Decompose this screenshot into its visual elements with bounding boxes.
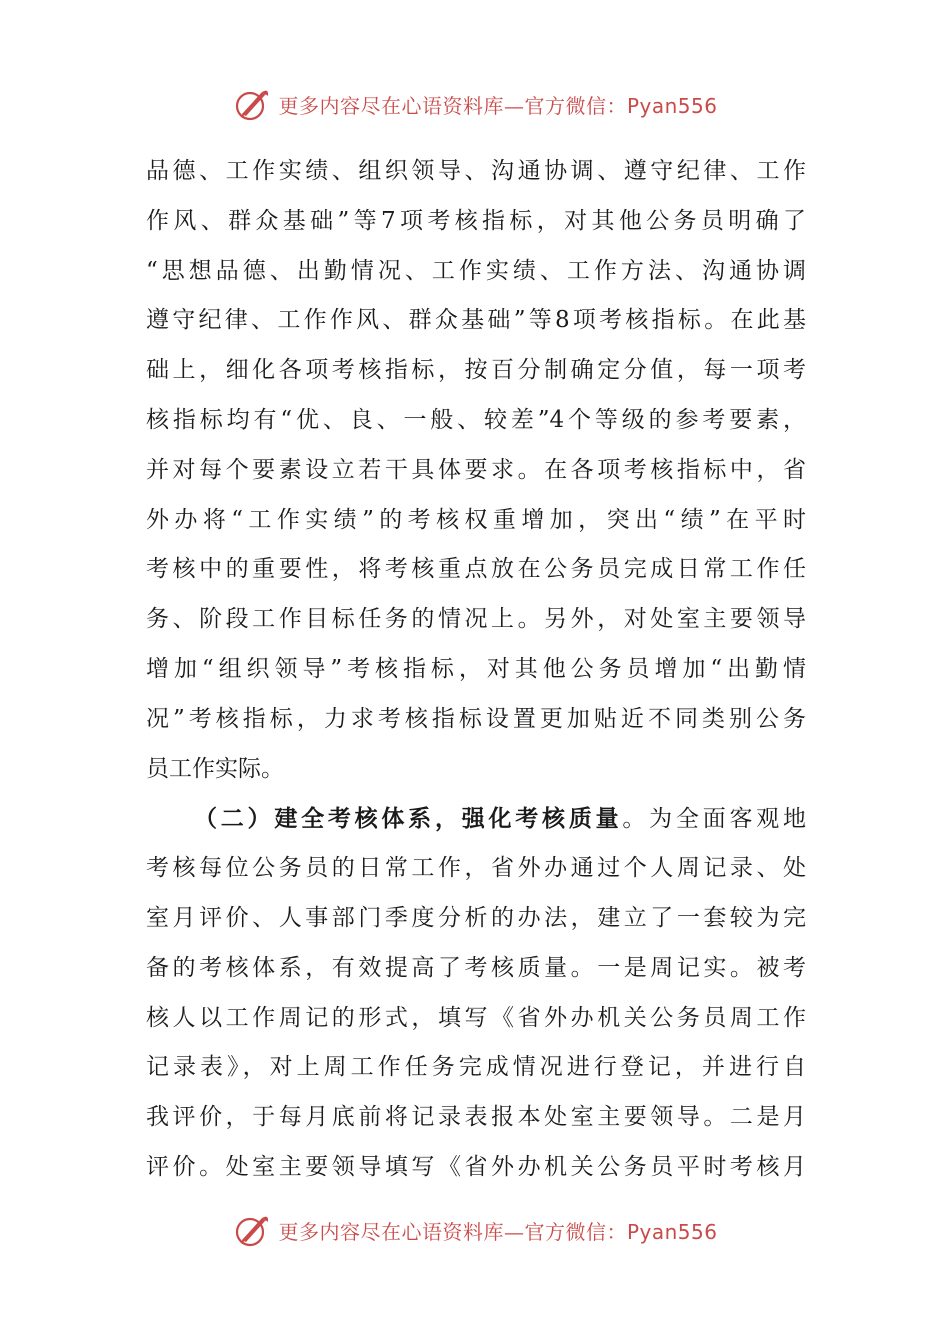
text-line: 评价。处室主要领导填写《省外办机关公务员平时考核月 xyxy=(146,1153,806,1180)
text-line: 外办将“工作实绩”的考核权重增加，突出“绩”在平时 xyxy=(146,506,806,533)
document-body xyxy=(146,147,806,1193)
text-line: 并对每个要素设立若干具体要求。在各项考核指标中，省 xyxy=(146,456,806,483)
text-line: “思想品德、出勤情况、工作实绩、工作方法、沟通协调 xyxy=(146,257,806,284)
text-line: 遵守纪律、工作作风、群众基础”等8项考核指标。在此基 xyxy=(146,307,806,334)
text-line: 况”考核指标，力求考核指标设置更加贴近不同类别公务 xyxy=(146,705,806,732)
text-line: 记录表》，对上周工作任务完成情况进行登记，并进行自 xyxy=(146,1054,806,1081)
text-line: 备的考核体系，有效提高了考核质量。一是周记实。被考 xyxy=(146,954,806,981)
text-line: 核指标均有“优、良、一般、较差”4个等级的参考要素， xyxy=(146,406,806,433)
watermark-banner-top xyxy=(0,82,950,126)
watermark-banner-bottom xyxy=(0,1208,950,1252)
text-line: 础上，细化各项考核指标，按百分制确定分值，每一项考 xyxy=(146,357,806,384)
watermark-text: 更多内容尽在心语资料库—官方微信：Pyan556 xyxy=(278,93,718,118)
text-line: 核人以工作周记的形式，填写《省外办机关公务员周工作 xyxy=(146,1004,806,1031)
text-line: 考核每位公务员的日常工作，省外办通过个人周记录、处 xyxy=(146,855,806,882)
text-line: 我评价，于每月底前将记录表报本处室主要领导。二是月 xyxy=(146,1104,806,1131)
text-line: 务、阶段工作目标任务的情况上。另外，对处室主要领导 xyxy=(146,606,806,633)
section-heading-tail: 。为全面客观地 xyxy=(622,806,807,833)
text-line: 考核中的重要性，将考核重点放在公务员完成日常工作任 xyxy=(146,556,806,583)
quill-logo-icon xyxy=(232,84,272,124)
section-heading-line xyxy=(146,794,806,844)
text-line: 品德、工作实绩、组织领导、沟通协调、遵守纪律、工作 xyxy=(146,158,806,184)
quill-logo-icon xyxy=(232,1210,272,1250)
text-line: 室月评价、人事部门季度分析的办法，建立了一套较为完 xyxy=(146,904,806,931)
text-line: 员工作实际。 xyxy=(146,755,284,782)
section-heading: （二）建全考核体系，强化考核质量 xyxy=(194,805,623,833)
text-line: 作风、群众基础”等7项考核指标，对其他公务员明确了 xyxy=(146,207,806,234)
watermark-text: 更多内容尽在心语资料库—官方微信：Pyan556 xyxy=(278,1219,718,1244)
text-line: 增加“组织领导”考核指标，对其他公务员增加“出勤情 xyxy=(146,655,806,682)
